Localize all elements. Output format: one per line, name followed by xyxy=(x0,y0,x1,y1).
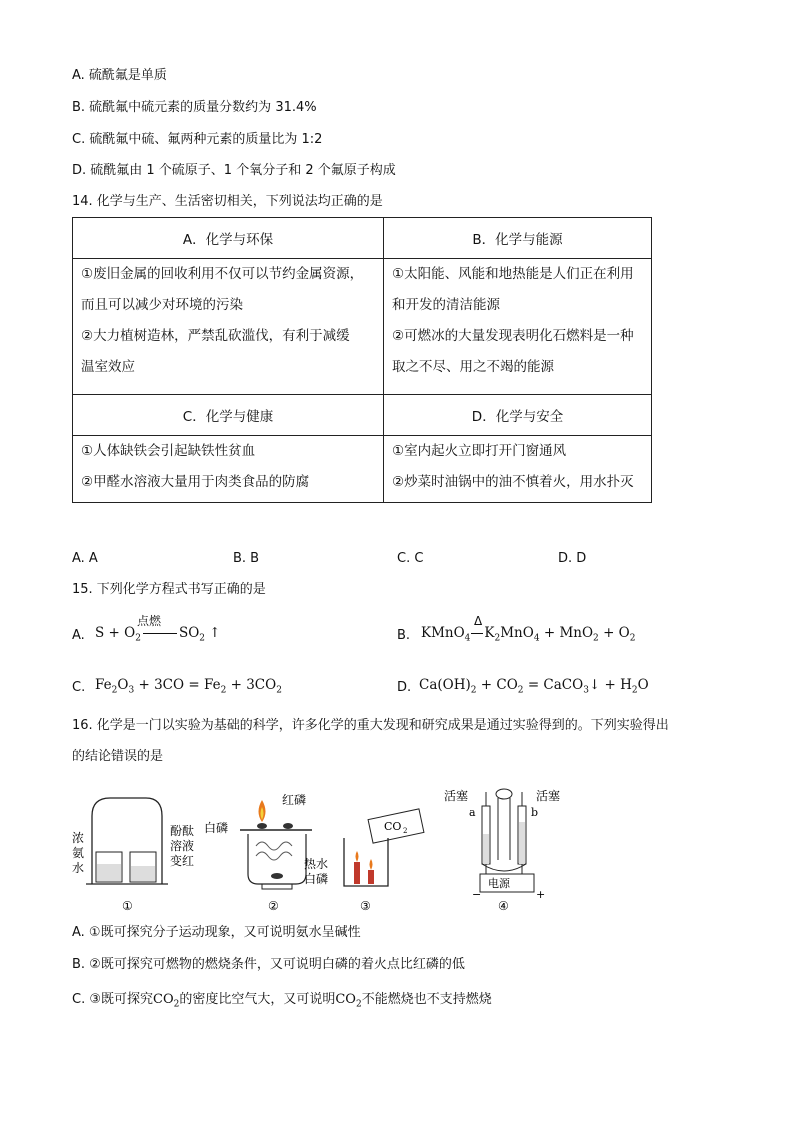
q14-d-line: ②炒菜时油锅中的油不慎着火，用水扑灭 xyxy=(392,474,634,490)
q13-option-d: D. 硫酰氟由 1 个硫原子、1 个氧分子和 2 个氟原子构成 xyxy=(72,163,396,178)
q16-option-c-mid: 的密度比空气大，又可说明 xyxy=(179,992,336,1007)
experiment-4-electrolysis xyxy=(444,789,560,913)
co2-formula: $CO_2$ xyxy=(335,992,362,1010)
q16-option-c-post: 不能燃烧也不支持燃烧 xyxy=(361,992,492,1007)
experiment-1-bell-jar xyxy=(72,798,194,913)
white-phosphorus-bottom-label: 白磷 xyxy=(304,872,329,886)
figure-number-1: ① xyxy=(122,899,133,913)
q13-option-b: B. 硫酰氟中硫元素的质量分数约为 31.4% xyxy=(72,100,317,115)
q14-cell-d-head: D．化学与安全 xyxy=(384,395,652,436)
red-phosphorus-label: 红磷 xyxy=(282,793,307,807)
plus-sign: + xyxy=(536,888,546,901)
q14-d-line: ①室内起火立即打开门窗通风 xyxy=(392,443,567,459)
experiment-3-co2-candles xyxy=(344,809,424,913)
q14-c-line: ②甲醛水溶液大量用于肉类食品的防腐 xyxy=(81,474,310,490)
q14-cell-a-body xyxy=(73,259,384,395)
q14-cell-b-body xyxy=(384,259,652,395)
q16-experiment-figure xyxy=(70,786,580,916)
co2-label: CO xyxy=(384,820,402,833)
q14-c-line: ①人体缺铁会引起缺铁性贫血 xyxy=(81,443,256,459)
q14-b-line: ②可燃冰的大量发现表明化石燃料是一种 xyxy=(392,328,634,344)
phenol-label-2: 溶液 xyxy=(170,839,195,853)
q14-a-line: 而且可以减少对环境的污染 xyxy=(81,297,243,313)
q16-option-c-pre: C. ③既可探究 xyxy=(72,992,153,1007)
q14-a-line: ②大力植树造林，严禁乱砍滥伐，有利于减缓 xyxy=(81,328,350,344)
q16-stem-line1: 16. 化学是一门以实验为基础的科学，许多化学的重大发现和研究成果是通过实验得到的。下列实验得出 xyxy=(72,718,669,733)
q15-b-condition: Δ xyxy=(474,614,483,628)
figure-number-4: ④ xyxy=(498,899,509,913)
q14-b-line: 取之不尽、用之不竭的能源 xyxy=(392,359,554,375)
q14-cell-b-head: B．化学与能源 xyxy=(384,218,652,259)
q16-option-c xyxy=(72,990,492,1015)
q14-b-line: ①太阳能、风能和地热能是人们正在利用 xyxy=(392,266,634,282)
q14-cell-c-body xyxy=(73,436,384,503)
stopcock-left-label: 活塞 xyxy=(444,789,469,803)
hot-water-label: 热水 xyxy=(304,857,329,871)
q14-cell-c-head: C．化学与健康 xyxy=(73,395,384,436)
figure-number-2: ② xyxy=(268,899,279,913)
q15-equation-a: $S + O_2$ $SO_2$ ↑ xyxy=(95,625,221,644)
minus-sign: − xyxy=(472,888,482,901)
nh3-label-1: 浓 xyxy=(72,831,85,845)
q13-option-a: A. 硫酰氟是单质 xyxy=(72,68,167,83)
q14-a-line: 温室效应 xyxy=(81,359,135,375)
phenol-label-3: 变红 xyxy=(170,854,195,868)
q16-option-a: A. ①既可探究分子运动现象，又可说明氨水呈碱性 xyxy=(72,925,361,940)
q15-label-d: D. xyxy=(397,680,412,695)
q14-answer-c: C. C xyxy=(397,551,424,566)
experiment-2-combustion xyxy=(204,792,328,913)
q14-answer-d: D. D xyxy=(558,551,587,566)
white-phosphorus-top-label: 白磷 xyxy=(204,821,229,835)
q16-option-b: B. ②既可探究可燃物的燃烧条件，又可说明白磷的着火点比红磷的低 xyxy=(72,957,465,972)
label-a: a xyxy=(469,806,476,819)
q15-stem: 15. 下列化学方程式书写正确的是 xyxy=(72,582,266,597)
stopcock-right-label: 活塞 xyxy=(536,789,561,803)
q14-a-line: ①废旧金属的回收利用不仅可以节约金属资源， xyxy=(81,266,364,282)
q15-equation-d: $Ca(OH)_2 + CO_2$ = CaCO$_3$↓ + $H_2O$ xyxy=(419,677,649,696)
figure-number-3: ③ xyxy=(360,899,371,913)
q14-table xyxy=(72,217,652,503)
q13-option-c: C. 硫酰氟中硫、氟两种元素的质量比为 1:2 xyxy=(72,132,323,147)
q14-answer-a: A. A xyxy=(72,551,98,566)
q16-stem-line2: 的结论错误的是 xyxy=(72,749,164,764)
q15-equation-c: $Fe_2O_3 + 3CO = Fe_2 + 3CO_2$ xyxy=(95,677,282,696)
q15-label-c: C. xyxy=(72,680,86,695)
q14-cell-a-head: A．化学与环保 xyxy=(73,218,384,259)
co2-subscript: 2 xyxy=(403,827,408,835)
q15-label-a: A. xyxy=(72,628,85,643)
label-b: b xyxy=(531,806,539,819)
q14-answer-b: B. B xyxy=(233,551,260,566)
q15-label-b: B. xyxy=(397,628,411,643)
q14-stem: 14. 化学与生产、生活密切相关，下列说法均正确的是 xyxy=(72,194,383,209)
nh3-label-2: 氨 xyxy=(72,846,85,860)
nh3-label-3: 水 xyxy=(72,861,85,875)
power-supply-label: 电源 xyxy=(488,877,510,890)
q14-cell-d-body xyxy=(384,436,652,503)
phenol-label-1: 酚酞 xyxy=(170,824,195,838)
q15-a-condition: 点燃 xyxy=(137,614,162,628)
co2-formula: $CO_2$ xyxy=(153,992,180,1010)
q15-equation-b: KMnO$_4$ $K_2MnO_4 + MnO_2 + O_2$ xyxy=(421,625,636,644)
q14-b-line: 和开发的清洁能源 xyxy=(392,297,500,313)
